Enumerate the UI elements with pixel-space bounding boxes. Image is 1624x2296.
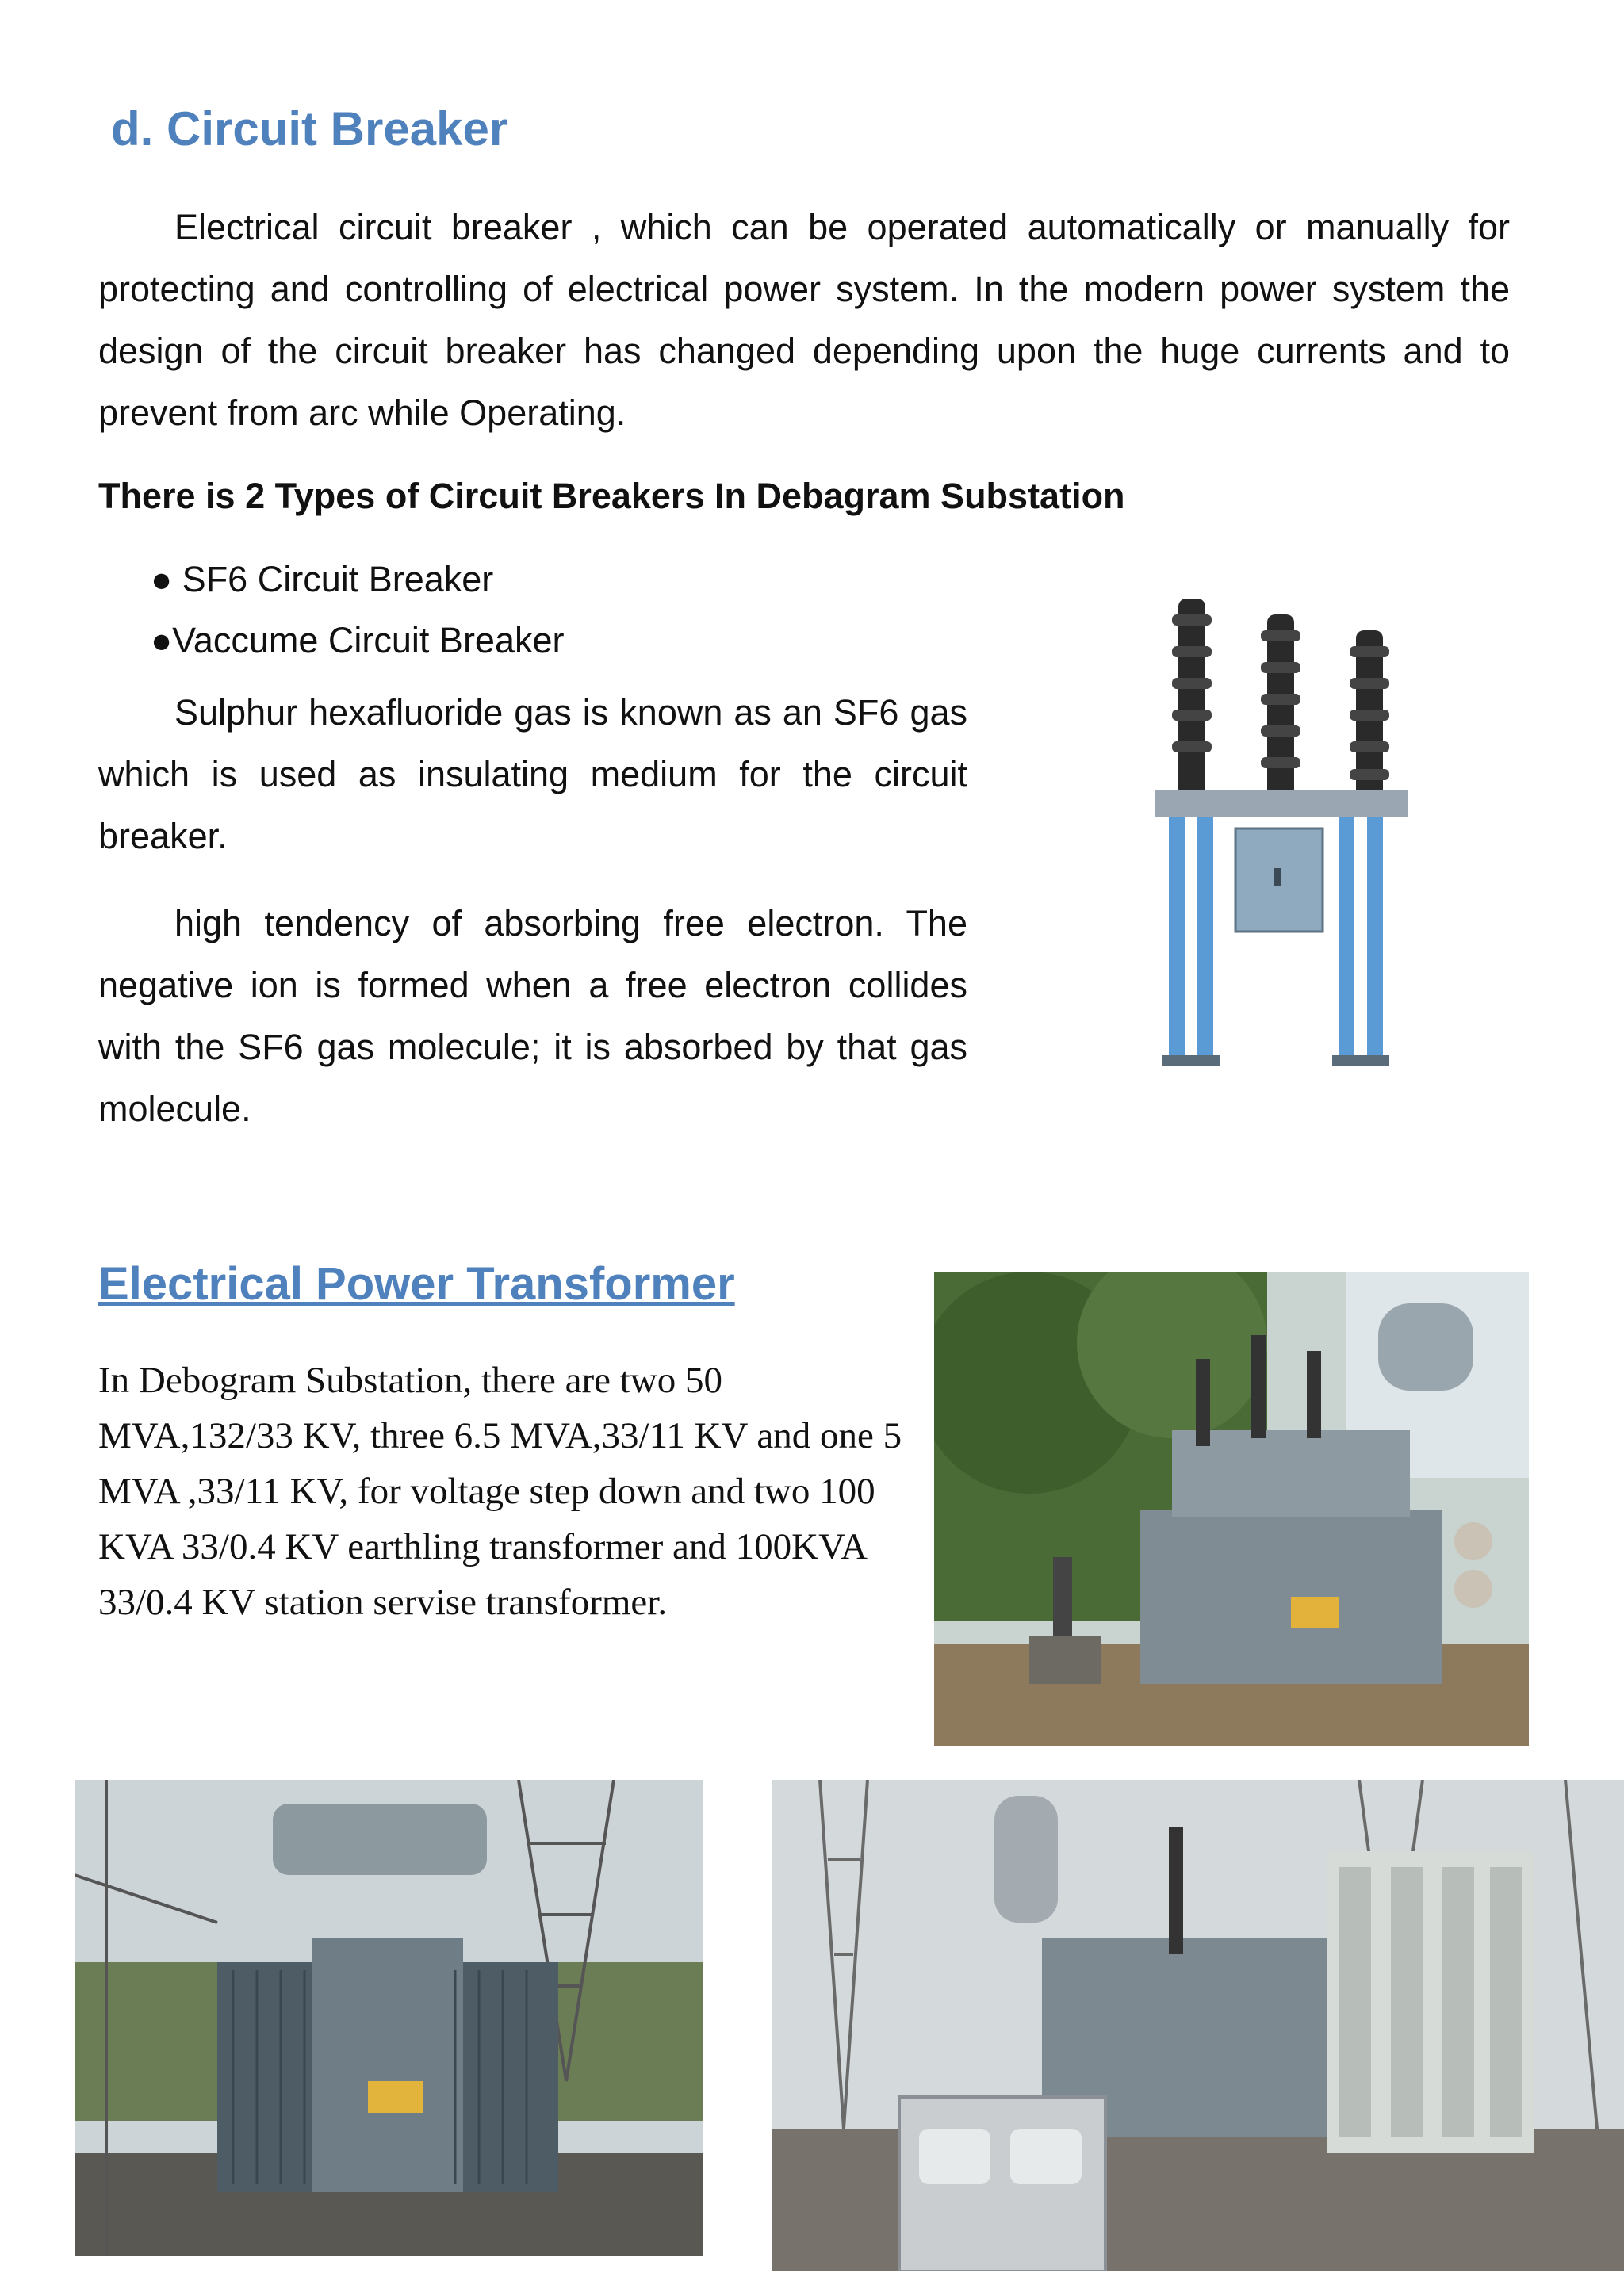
transformer-description: In Debogram Substation, there are two 50 MVA,132/33 KV, three 6.5 MVA,33/11 KV and one 5 MVA ,33/11 KV, for voltage step down and two 100 KVA 33/0.4 KV earthling transformer and 100KVA 33/0.4 KV station servise transformer. [98,1360,902,1623]
types-heading: There is 2 Types of Circuit Breakers In Debagram Substation [98,476,1125,516]
bullet-sf6: ● SF6 Circuit Breaker [151,559,494,599]
circuit-breaker-intro: Electrical circuit breaker , which can be operated automatically or manually for protecting and controlling of electrical power system. In the modern power system the design of the circuit breaker has changed depending upon the huge currents and to prevent from arc while Operating. [98,207,1510,433]
transformer-photo-1 [934,1272,1529,1746]
transformer-photo-3 [772,1780,1624,2271]
sf6-description-2: high tendency of absorbing free electron. The negative ion is formed when a free electron collides with the SF6 gas molecule; it is absorbed by that gas molecule. [98,903,967,1129]
section-heading-transformer: Electrical Power Transformer [98,1258,735,1310]
bullet-vacuum: ●Vaccume Circuit Breaker [151,620,565,660]
transformer-photo-2 [75,1780,703,2256]
section-heading-circuit-breaker: d. Circuit Breaker [111,102,508,155]
sf6-description: Sulphur hexafluoride gas is known as an SF6 gas which is used as insulating medium for the circuit breaker. [98,692,967,856]
sf6-breaker-image [1123,583,1456,1078]
